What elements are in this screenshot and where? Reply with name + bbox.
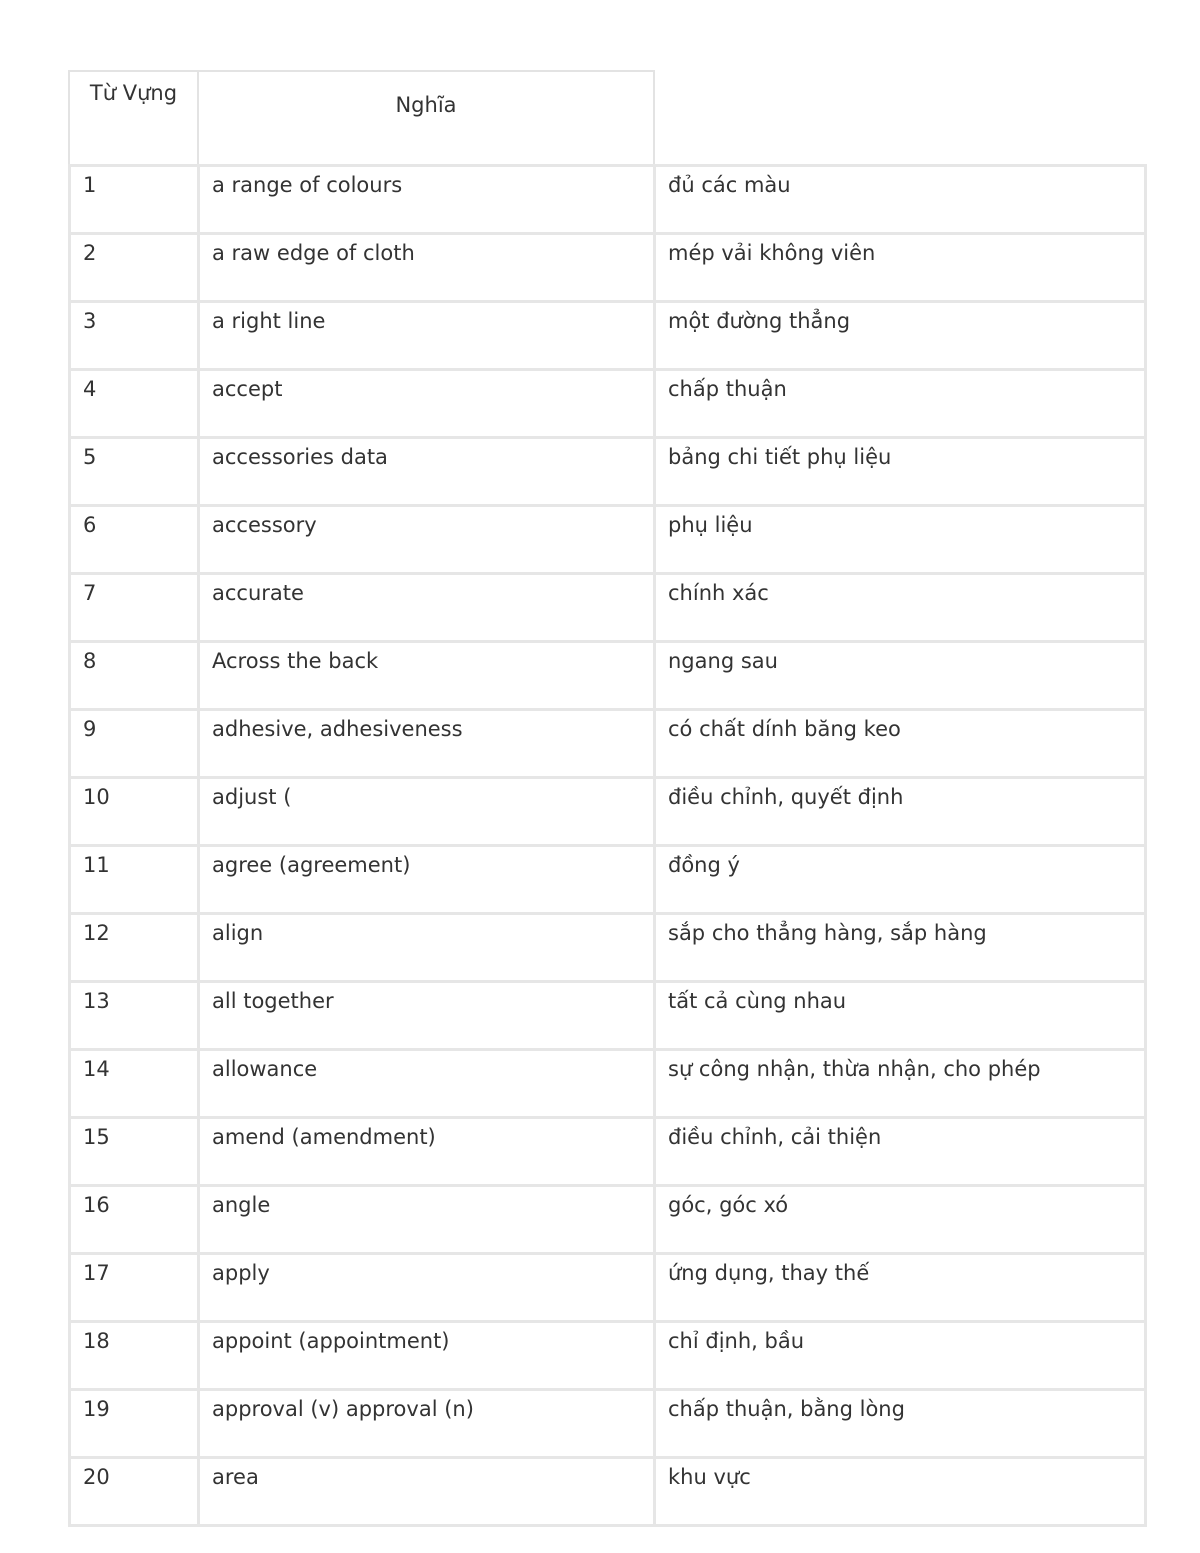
term-cell: accessory	[199, 506, 655, 574]
row-number: 11	[70, 846, 199, 914]
row-number: 17	[70, 1254, 199, 1322]
row-number: 8	[70, 642, 199, 710]
table-row	[70, 982, 1146, 1050]
term-cell: accurate	[199, 574, 655, 642]
table-row	[70, 234, 1146, 302]
table-row	[70, 914, 1146, 982]
row-number: 12	[70, 914, 199, 982]
meaning-cell: chấp thuận	[655, 370, 1146, 438]
table-row	[70, 710, 1146, 778]
term-cell: amend (amendment)	[199, 1118, 655, 1186]
term-cell: angle	[199, 1186, 655, 1254]
meaning-cell: sự công nhận, thừa nhận, cho phép	[655, 1050, 1146, 1118]
table-row	[70, 438, 1146, 506]
table-row	[70, 1390, 1146, 1458]
table-row	[70, 506, 1146, 574]
term-cell: accept	[199, 370, 655, 438]
meaning-cell: chính xác	[655, 574, 1146, 642]
meaning-cell: sắp cho thẳng hàng, sắp hàng	[655, 914, 1146, 982]
row-number: 13	[70, 982, 199, 1050]
meaning-cell: mép vải không viên	[655, 234, 1146, 302]
meaning-cell: đủ các màu	[655, 166, 1146, 234]
meaning-cell: phụ liệu	[655, 506, 1146, 574]
meaning-cell: góc, góc xó	[655, 1186, 1146, 1254]
meaning-cell: đồng ý	[655, 846, 1146, 914]
meaning-cell: ngang sau	[655, 642, 1146, 710]
term-cell: approval (v) approval (n)	[199, 1390, 655, 1458]
table-row	[70, 846, 1146, 914]
row-number: 14	[70, 1050, 199, 1118]
term-cell: all together	[199, 982, 655, 1050]
row-number: 9	[70, 710, 199, 778]
table-row	[70, 1322, 1146, 1390]
row-number: 3	[70, 302, 199, 370]
meaning-cell: khu vực	[655, 1458, 1146, 1526]
row-number: 1	[70, 166, 199, 234]
term-cell: appoint (appointment)	[199, 1322, 655, 1390]
meaning-cell: bảng chi tiết phụ liệu	[655, 438, 1146, 506]
term-cell: apply	[199, 1254, 655, 1322]
row-number: 2	[70, 234, 199, 302]
table-row	[70, 778, 1146, 846]
table-row	[70, 642, 1146, 710]
term-cell: a range of colours	[199, 166, 655, 234]
table-row	[70, 574, 1146, 642]
table-body	[70, 166, 1146, 1526]
term-cell: area	[199, 1458, 655, 1526]
term-cell: align	[199, 914, 655, 982]
term-cell: Across the back	[199, 642, 655, 710]
table-row	[70, 370, 1146, 438]
header-cell-meaning: Nghĩa	[197, 70, 655, 166]
table-row	[70, 1458, 1146, 1526]
vocabulary-table	[68, 164, 1147, 1527]
term-cell: agree (agreement)	[199, 846, 655, 914]
table-row	[70, 1186, 1146, 1254]
table-row	[70, 1254, 1146, 1322]
header-cell-term: Từ Vựng	[68, 70, 199, 166]
term-cell: allowance	[199, 1050, 655, 1118]
term-cell: accessories data	[199, 438, 655, 506]
row-number: 19	[70, 1390, 199, 1458]
row-number: 18	[70, 1322, 199, 1390]
table-row	[70, 166, 1146, 234]
term-cell: adjust (	[199, 778, 655, 846]
meaning-cell: một đường thẳng	[655, 302, 1146, 370]
meaning-cell: tất cả cùng nhau	[655, 982, 1146, 1050]
row-number: 4	[70, 370, 199, 438]
term-cell: a right line	[199, 302, 655, 370]
table-row	[70, 1118, 1146, 1186]
term-cell: a raw edge of cloth	[199, 234, 655, 302]
term-cell: adhesive, adhesiveness	[199, 710, 655, 778]
meaning-cell: có chất dính băng keo	[655, 710, 1146, 778]
row-number: 5	[70, 438, 199, 506]
table-row	[70, 302, 1146, 370]
row-number: 6	[70, 506, 199, 574]
meaning-cell: chỉ định, bầu	[655, 1322, 1146, 1390]
row-number: 20	[70, 1458, 199, 1526]
row-number: 15	[70, 1118, 199, 1186]
row-number: 16	[70, 1186, 199, 1254]
row-number: 10	[70, 778, 199, 846]
table-row	[70, 1050, 1146, 1118]
meaning-cell: ứng dụng, thay thế	[655, 1254, 1146, 1322]
meaning-cell: điều chỉnh, quyết định	[655, 778, 1146, 846]
meaning-cell: điều chỉnh, cải thiện	[655, 1118, 1146, 1186]
row-number: 7	[70, 574, 199, 642]
meaning-cell: chấp thuận, bằng lòng	[655, 1390, 1146, 1458]
